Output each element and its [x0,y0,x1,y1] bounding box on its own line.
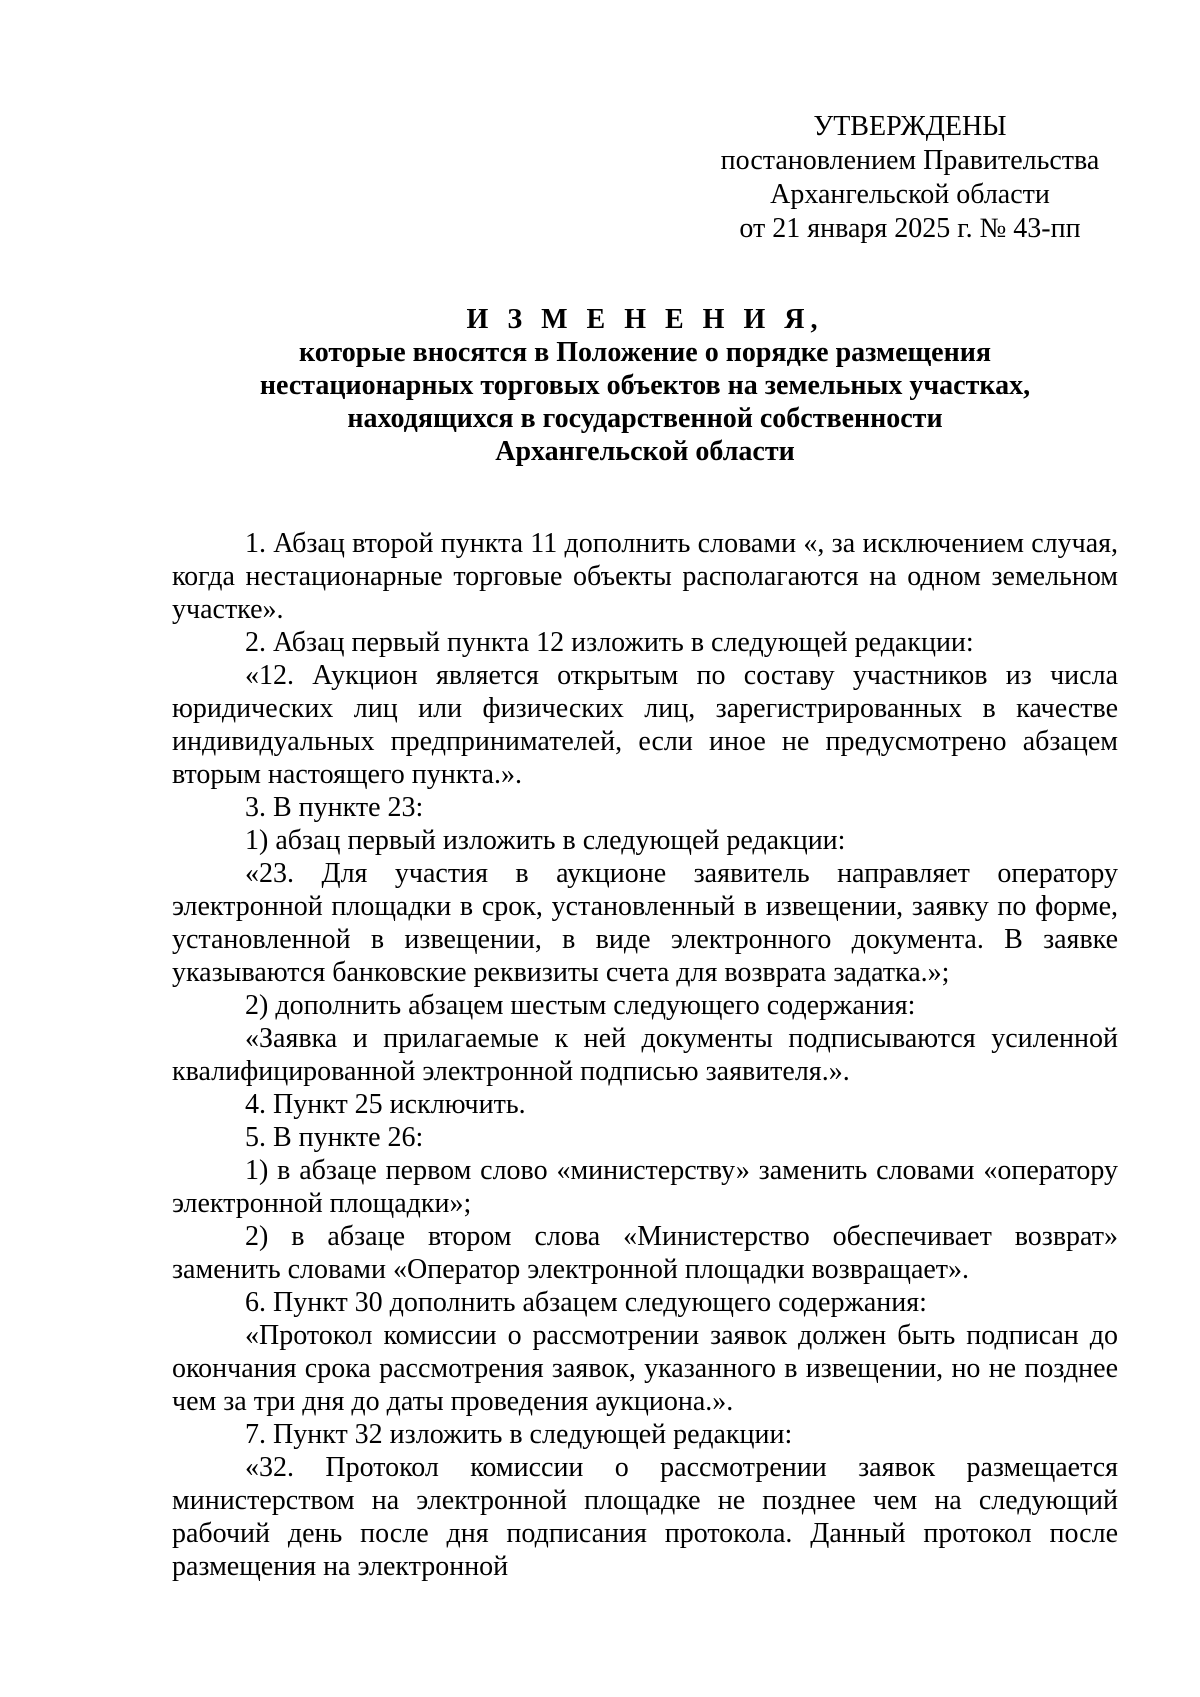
approval-line-1: УТВЕРЖДЕНЫ [813,111,1007,142]
document-body [172,527,1118,1583]
approval-line-3: Архангельской области [770,179,1050,210]
title-line-1: которые вносятся в Положение о порядке размещения [298,337,992,368]
paragraph: 2) в абзаце втором слова «Министерство обеспечивает возврат» заменить словами «Оператор электронной площадки возвращает». [172,1221,1118,1285]
paragraph: «Протокол комиссии о рассмотрении заявок должен быть подписан до окончания срока рассмотрения заявок, указанного в извещении, но не позднее чем за три дня до даты проведения аукциона.». [172,1320,1118,1417]
paragraph: 1) в абзаце первом слово «министерству» заменить словами «оператору электронной площадки»; [172,1155,1118,1219]
document-title [172,303,1118,468]
paragraph: 7. Пункт 32 изложить в следующей редакции: [245,1419,793,1450]
paragraph: 1. Абзац второй пункта 11 дополнить словами «, за исключением случая, когда нестационарные торговые объекты располагаются на одном земельном участке». [172,528,1118,625]
paragraph: «12. Аукцион является открытым по составу участников из числа юридических лиц или физических лиц, зарегистрированных в качестве индивидуальных предпринимателей, если иное не предусмотрено абзацем вторым настоящего пункта.». [172,660,1118,790]
paragraph: 2) дополнить абзацем шестым следующего содержания: [245,990,916,1021]
paragraph: 4. Пункт 25 исключить. [245,1089,526,1120]
paragraph: 2. Абзац первый пункта 12 изложить в следующей редакции: [245,627,974,658]
paragraph: 3. В пункте 23: [245,792,424,823]
approval-line-4: от 21 января 2025 г. № 43-пп [739,213,1081,244]
approval-line-2: постановлением Правительства [720,145,1100,176]
paragraph: «Заявка и прилагаемые к ней документы подписываются усиленной квалифицированной электронной подписью заявителя.». [172,1023,1118,1087]
title-line-2: нестационарных торговых объектов на земельных участках, [259,370,1031,401]
paragraph: «23. Для участия в аукционе заявитель направляет оператору электронной площадки в срок, установленный в извещении, заявку по форме, установленной в извещении, в виде электронного документа. В заявке указываются банковские реквизиты счета для возврата задатка.»; [172,858,1118,988]
paragraph: 5. В пункте 26: [245,1122,424,1153]
title-heading: И З М Е Н Е Н И Я, [466,304,824,335]
approval-stamp [690,110,1130,246]
paragraph: «32. Протокол комиссии о рассмотрении заявок размещается министерством на электронной площадке не позднее чем на следующий рабочий день после дня подписания протокола. Данный протокол после размещения на электронной [172,1452,1118,1582]
title-line-4: Архангельской области [495,436,795,467]
title-line-3: находящихся в государственной собственности [347,403,943,434]
paragraph: 1) абзац первый изложить в следующей редакции: [245,825,846,856]
paragraph: 6. Пункт 30 дополнить абзацем следующего содержания: [245,1287,927,1318]
